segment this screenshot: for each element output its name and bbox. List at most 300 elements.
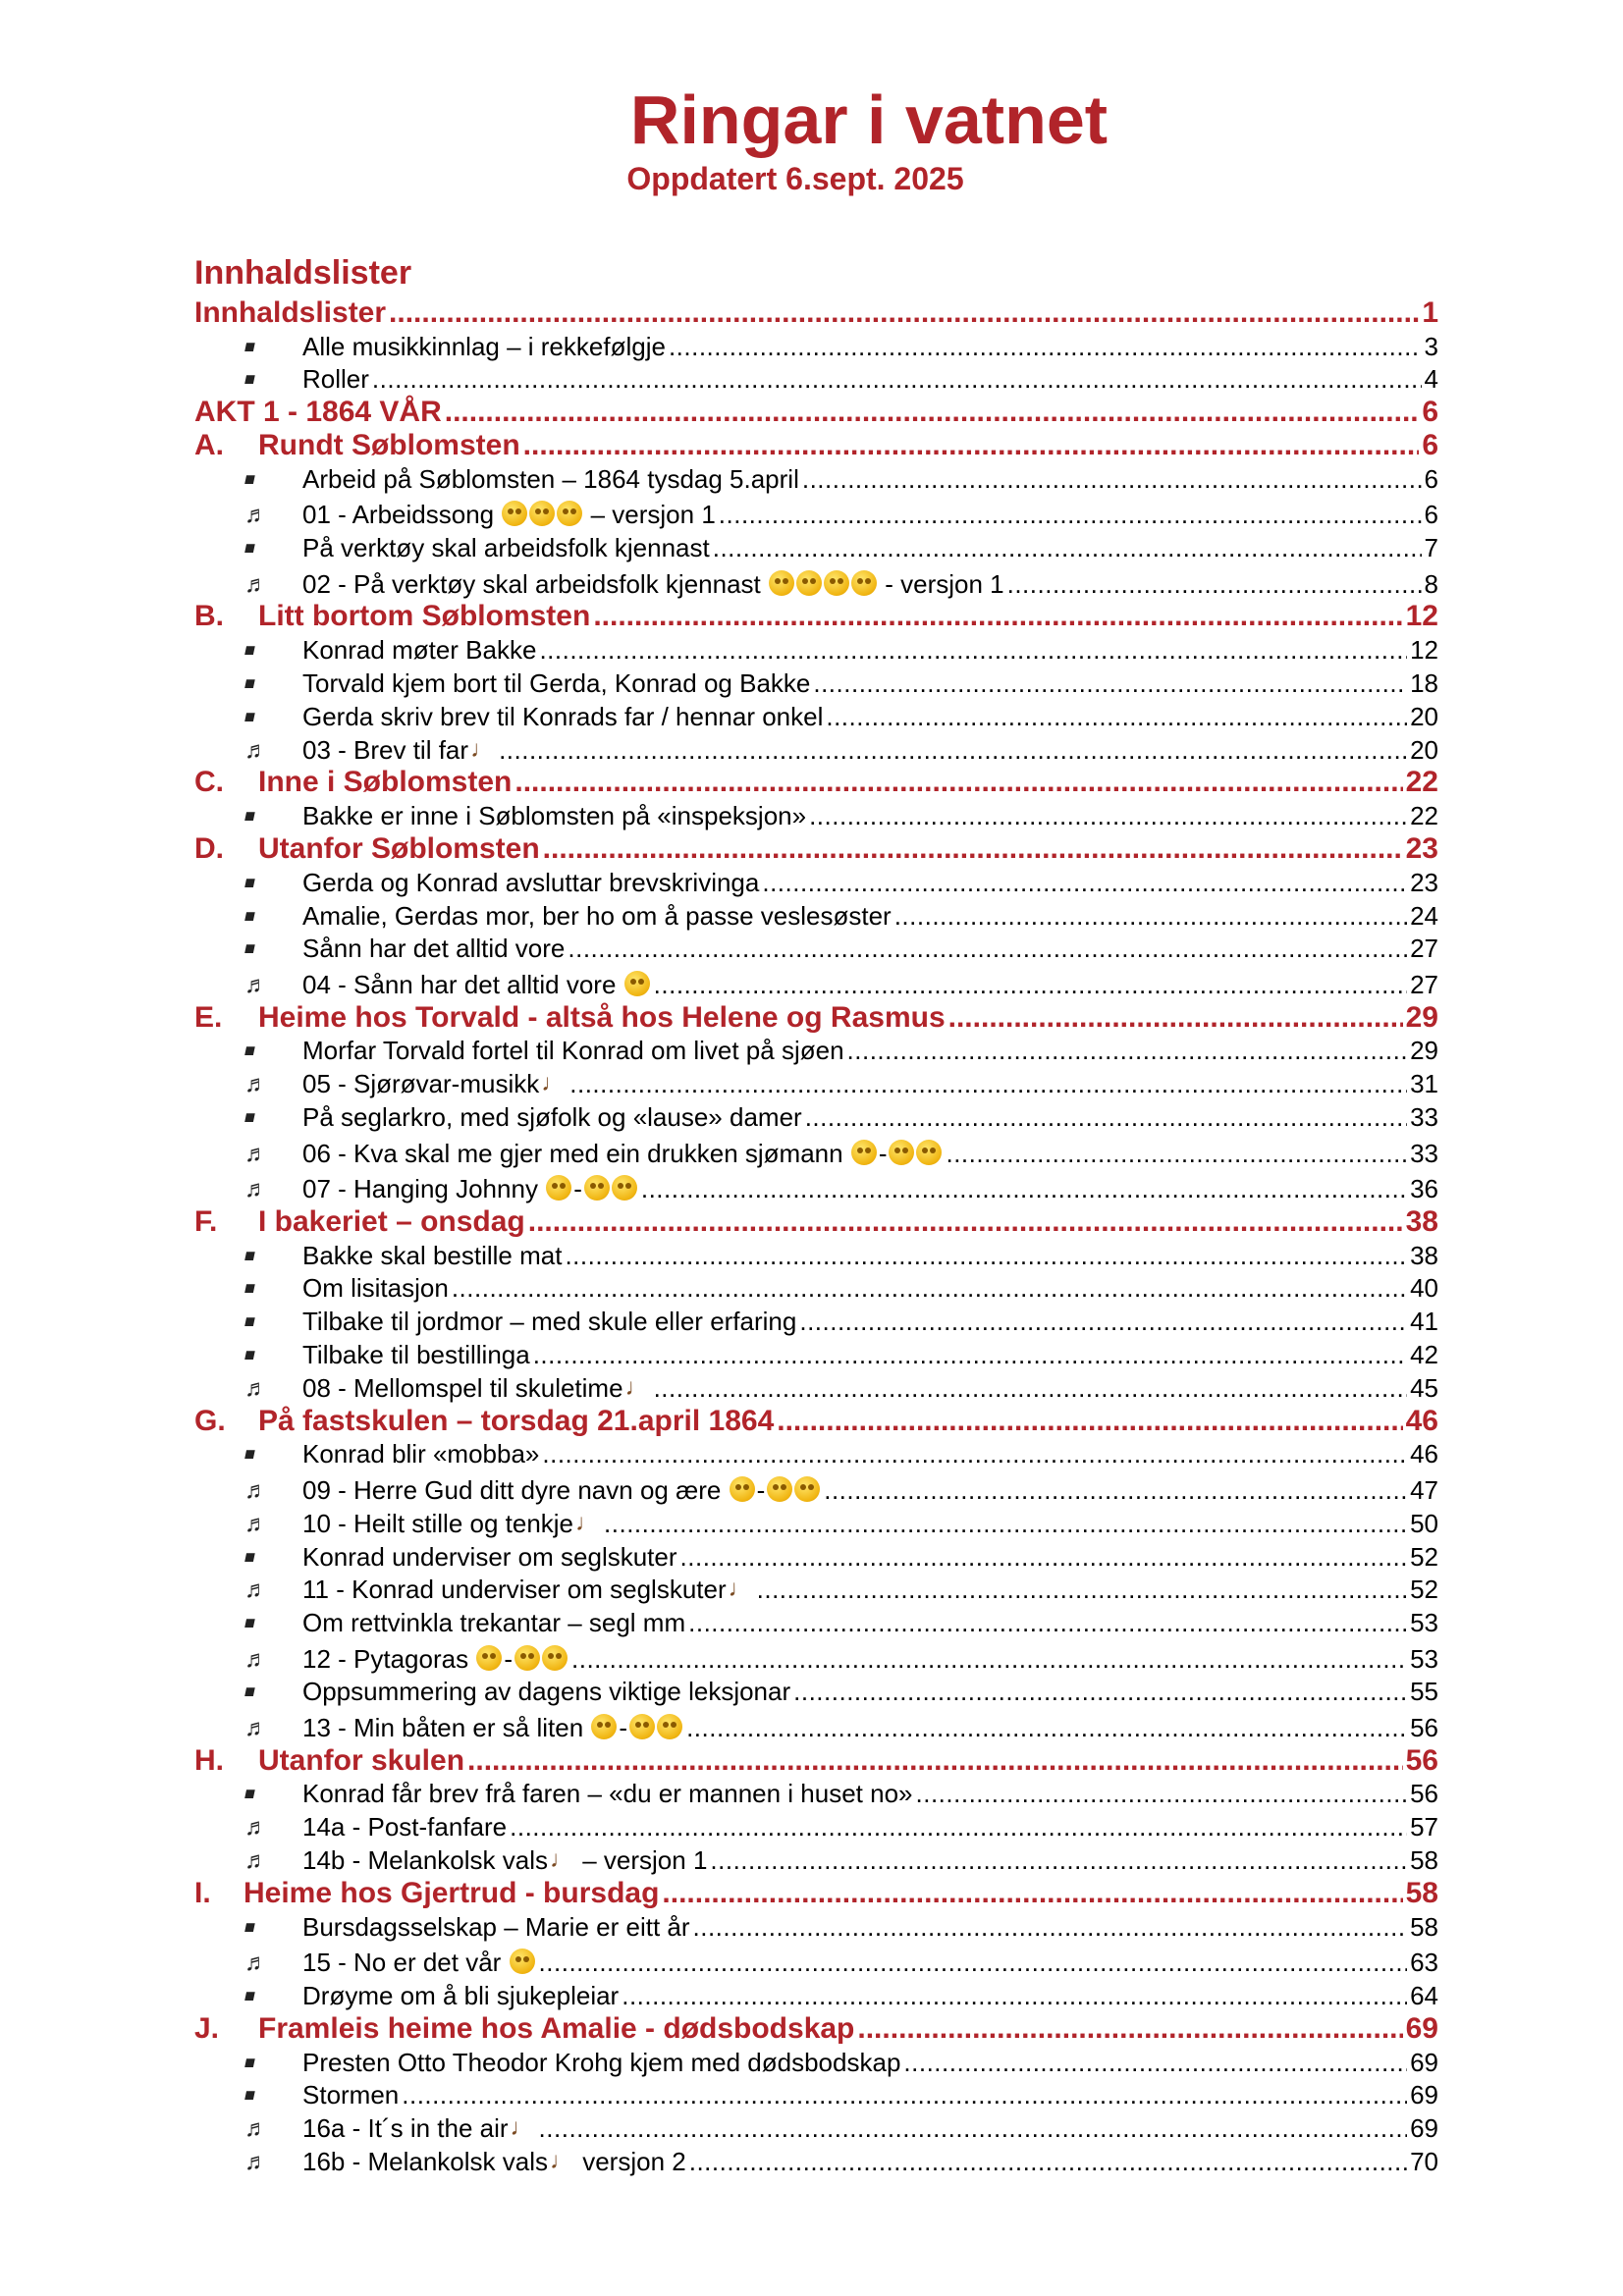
page-number: 47 bbox=[1410, 1474, 1438, 1505]
section-letter: F. bbox=[194, 1204, 218, 1238]
toc-entry[interactable] bbox=[194, 1169, 1438, 1205]
page-number: 29 bbox=[1405, 1000, 1438, 1034]
toc-entry-title[interactable] bbox=[302, 1574, 754, 1605]
toc-section-entry[interactable] bbox=[194, 1204, 1438, 1238]
toc-entry-title[interactable] bbox=[302, 1912, 690, 1943]
page-number: 52 bbox=[1410, 1575, 1438, 1605]
clapperboard-icon: ■ bbox=[242, 806, 258, 827]
toc-entry-title[interactable] bbox=[302, 332, 666, 362]
toc-entry[interactable] bbox=[194, 563, 1438, 600]
toc-entry-text: 11 - Konrad underviser om seglskuter bbox=[302, 1575, 727, 1605]
toc-entry-title[interactable] bbox=[302, 970, 651, 1000]
music-note-icon: ♬ bbox=[244, 1476, 268, 1504]
dot-leader bbox=[569, 1069, 1407, 1099]
toc-entry[interactable] bbox=[194, 1842, 1438, 1876]
toc-entry[interactable] bbox=[194, 1034, 1438, 1067]
toc-entry-title[interactable] bbox=[302, 533, 710, 563]
toc-entry[interactable] bbox=[194, 1539, 1438, 1573]
toc-entry-title[interactable] bbox=[302, 801, 806, 831]
clapperboard-icon: ■ bbox=[242, 905, 258, 926]
toc-entry-title[interactable] bbox=[302, 1508, 601, 1539]
toc-entry[interactable] bbox=[194, 2144, 1438, 2177]
star-eyes-emoji-icon bbox=[557, 501, 582, 526]
toc-entry[interactable] bbox=[194, 1943, 1438, 1979]
music-note-icon: ♬ bbox=[244, 1176, 268, 1203]
toc-entry-title[interactable] bbox=[302, 1812, 507, 1842]
toc-entry[interactable] bbox=[194, 1099, 1438, 1133]
toc-entry[interactable] bbox=[194, 1675, 1438, 1708]
page-number: 27 bbox=[1410, 934, 1438, 964]
toc-entry-title[interactable] bbox=[302, 1036, 844, 1066]
toc-section-entry[interactable] bbox=[194, 1000, 1438, 1034]
toc-entry-title[interactable] bbox=[302, 934, 565, 964]
emoji-group bbox=[475, 1644, 568, 1674]
page-number: 69 bbox=[1410, 2080, 1438, 2110]
dot-leader bbox=[565, 1241, 1407, 1271]
dot-leader bbox=[654, 1373, 1408, 1404]
toc-entry-title[interactable] bbox=[302, 2080, 399, 2110]
page-number: 22 bbox=[1410, 801, 1438, 831]
dot-leader bbox=[510, 1812, 1407, 1842]
toc-entry-title[interactable] bbox=[302, 364, 369, 395]
toc-entry-title[interactable] bbox=[302, 1174, 638, 1204]
music-note-icon: ♬ bbox=[244, 570, 268, 598]
clapperboard-icon: ■ bbox=[242, 1278, 258, 1299]
toc-entry[interactable] bbox=[194, 2078, 1438, 2111]
clapperboard-icon: ■ bbox=[242, 1245, 258, 1265]
page-number: 56 bbox=[1410, 1779, 1438, 1809]
toc-entry[interactable] bbox=[194, 1238, 1438, 1271]
dot-leader bbox=[689, 2147, 1407, 2177]
music-note-icon: ♬ bbox=[244, 502, 268, 529]
dot-leader bbox=[793, 1677, 1407, 1707]
toc-entry-title[interactable] bbox=[302, 1677, 790, 1707]
violin-icon: ♩ bbox=[550, 2147, 573, 2174]
toc-entry[interactable] bbox=[194, 1370, 1438, 1404]
clapperboard-icon: ■ bbox=[242, 468, 258, 489]
dot-leader bbox=[710, 1845, 1407, 1876]
page-number: 4 bbox=[1424, 364, 1438, 395]
page-number: 29 bbox=[1410, 1036, 1438, 1066]
toc-entry-text: 09 - Herre Gud ditt dyre navn og ære bbox=[302, 1474, 722, 1505]
toc-entry[interactable] bbox=[194, 461, 1438, 495]
toc-entry-text: 10 - Heilt stille og tenkje bbox=[302, 1508, 574, 1538]
star-eyes-emoji-icon bbox=[546, 1175, 571, 1201]
toc-entry[interactable] bbox=[194, 898, 1438, 932]
dot-leader bbox=[389, 296, 1419, 329]
toc-entry-text: 03 - Brev til far bbox=[302, 734, 469, 765]
page-number: 1 bbox=[1422, 295, 1438, 329]
toc-entry[interactable] bbox=[194, 1271, 1438, 1305]
toc-entry[interactable] bbox=[194, 1437, 1438, 1470]
page-number: 7 bbox=[1424, 533, 1438, 563]
toc-entry[interactable] bbox=[194, 2110, 1438, 2144]
toc-entry-title[interactable] bbox=[302, 1644, 568, 1675]
toc-entry[interactable] bbox=[194, 699, 1438, 732]
toc-entry-title[interactable] bbox=[302, 464, 799, 495]
dot-leader bbox=[894, 901, 1407, 932]
page-number: 27 bbox=[1410, 969, 1438, 999]
page-number: 22 bbox=[1405, 766, 1438, 799]
toc-entry-text: 05 - Sjørøvar-musikk bbox=[302, 1069, 540, 1099]
page-number: 50 bbox=[1410, 1508, 1438, 1538]
toc-entry-text: Arbeid på Søblomsten – 1864 tysdag 5.april bbox=[302, 463, 799, 494]
toc-entry-text: Om lisitasjon bbox=[302, 1273, 449, 1304]
toc-section-entry[interactable] bbox=[194, 428, 1438, 461]
toc-entry-title[interactable] bbox=[302, 1608, 685, 1638]
star-eyes-emoji-icon bbox=[629, 1714, 655, 1739]
toc-entry-title[interactable] bbox=[302, 868, 759, 898]
emoji-group bbox=[729, 1475, 822, 1505]
music-note-icon: ♬ bbox=[244, 971, 268, 998]
clapperboard-icon: ■ bbox=[242, 336, 258, 356]
page-number: 56 bbox=[1405, 1743, 1438, 1777]
dot-leader bbox=[523, 429, 1420, 461]
toc-entry[interactable] bbox=[194, 865, 1438, 898]
toc-entry-title[interactable] bbox=[243, 1877, 659, 1909]
toc-entry-title[interactable] bbox=[302, 734, 496, 766]
toc-entry-title[interactable] bbox=[302, 1102, 802, 1133]
dot-leader bbox=[593, 600, 1402, 632]
dot-leader bbox=[946, 1139, 1407, 1169]
page-number: 12 bbox=[1410, 635, 1438, 666]
emoji-dash: - bbox=[504, 1643, 513, 1674]
toc-section-entry[interactable] bbox=[194, 600, 1438, 633]
toc-entry[interactable] bbox=[194, 1809, 1438, 1842]
dot-leader bbox=[805, 1102, 1407, 1133]
toc-entry[interactable] bbox=[194, 798, 1438, 831]
page-number: 24 bbox=[1410, 900, 1438, 931]
toc-entry-text: Inne i Søblomsten bbox=[258, 766, 513, 799]
clapperboard-icon: ■ bbox=[242, 1107, 258, 1128]
violin-icon: ♩ bbox=[510, 2114, 534, 2142]
dot-leader bbox=[533, 1340, 1407, 1370]
toc-entry-title[interactable] bbox=[258, 1001, 946, 1034]
toc-entry-text: Rundt Søblomsten bbox=[258, 428, 520, 461]
violin-icon: ♩ bbox=[550, 1846, 573, 1874]
toc-entry-title[interactable] bbox=[302, 1340, 530, 1370]
page-number: 58 bbox=[1410, 1845, 1438, 1876]
toc-entry-text: Sånn har det alltid vore bbox=[302, 934, 566, 964]
toc-entry-title[interactable] bbox=[302, 702, 823, 732]
toc-entry[interactable] bbox=[194, 1066, 1438, 1099]
toc-entry[interactable] bbox=[194, 666, 1438, 699]
dot-leader bbox=[799, 1307, 1407, 1337]
dot-leader bbox=[680, 1542, 1408, 1573]
page-number: 38 bbox=[1405, 1204, 1438, 1238]
page-number: 58 bbox=[1410, 1911, 1438, 1942]
dot-leader bbox=[372, 364, 1422, 395]
toc-entry-title[interactable] bbox=[302, 1307, 796, 1337]
toc-entry-title[interactable] bbox=[302, 1713, 683, 1743]
page-number: 6 bbox=[1424, 500, 1438, 530]
section-letter: C. bbox=[194, 766, 224, 799]
music-note-icon: ♬ bbox=[244, 1949, 268, 1977]
star-eyes-emoji-icon bbox=[510, 1949, 535, 1974]
toc-entry[interactable] bbox=[194, 2045, 1438, 2078]
toc-entry-text: Utanfor Søblomsten bbox=[258, 831, 540, 865]
toc-entry-title[interactable] bbox=[258, 1405, 774, 1437]
toc-entry-text: 14b - Melankolsk vals bbox=[302, 1845, 548, 1876]
clapperboard-icon: ■ bbox=[242, 1784, 258, 1804]
dot-leader bbox=[826, 702, 1407, 732]
page-number: 64 bbox=[1410, 1980, 1438, 2010]
dot-leader bbox=[568, 934, 1407, 964]
toc-entry-text: Heime hos Torvald - altså hos Helene og Rasmus bbox=[258, 1000, 946, 1034]
toc-entry-title[interactable] bbox=[302, 2146, 686, 2177]
toc-entry-text: Om rettvinkla trekantar – segl mm bbox=[302, 1608, 686, 1638]
toc-entry-title[interactable] bbox=[258, 429, 520, 461]
toc-entry-title[interactable] bbox=[302, 2112, 536, 2144]
emoji-dash: - bbox=[619, 1712, 628, 1742]
toc-entry-text: Konrad underviser om seglskuter bbox=[302, 1541, 677, 1572]
toc-entry[interactable] bbox=[194, 1506, 1438, 1539]
page-number: 33 bbox=[1410, 1102, 1438, 1133]
toc-entry-text: 12 - Pytagoras bbox=[302, 1643, 469, 1674]
toc-entry-title[interactable] bbox=[194, 296, 386, 329]
toc-entry-text: 08 - Mellomspel til skuletime bbox=[302, 1372, 623, 1403]
toc-entry[interactable] bbox=[194, 1978, 1438, 2011]
emoji-dash: - bbox=[573, 1174, 582, 1204]
toc-entry-suffix: – versjon 1 bbox=[575, 1845, 708, 1876]
toc-entry-title[interactable] bbox=[302, 1241, 562, 1271]
page-number: 41 bbox=[1410, 1307, 1438, 1337]
toc-entry-text: Innhaldslister bbox=[194, 295, 387, 329]
emoji-group bbox=[623, 970, 651, 999]
toc-entry[interactable] bbox=[194, 362, 1438, 396]
toc-section-entry[interactable] bbox=[194, 1876, 1438, 1909]
toc-entry-title[interactable] bbox=[302, 1981, 619, 2011]
star-eyes-emoji-icon bbox=[476, 1645, 502, 1671]
toc-entry[interactable] bbox=[194, 964, 1438, 1000]
toc-entry-text: På fastskulen – torsdag 21.april 1864 bbox=[258, 1404, 775, 1437]
music-note-icon: ♬ bbox=[244, 1140, 268, 1167]
clapperboard-icon: ■ bbox=[242, 938, 258, 959]
page-number: 6 bbox=[1422, 428, 1438, 461]
clapperboard-icon: ■ bbox=[242, 706, 258, 726]
section-letter: D. bbox=[194, 831, 224, 865]
star-eyes-emoji-icon bbox=[794, 1476, 820, 1502]
clapperboard-icon: ■ bbox=[242, 1345, 258, 1365]
dot-leader bbox=[604, 1509, 1407, 1539]
toc-entry[interactable] bbox=[194, 1573, 1438, 1606]
toc-section-entry[interactable] bbox=[194, 766, 1438, 799]
dot-leader bbox=[654, 970, 1407, 1000]
toc-entry-title[interactable] bbox=[302, 1542, 677, 1573]
dot-leader bbox=[622, 1981, 1407, 2011]
toc-entry-title[interactable] bbox=[258, 832, 540, 865]
toc-entry-text: Tilbake til jordmor – med skule eller erfaring bbox=[302, 1307, 797, 1337]
toc-entry[interactable] bbox=[194, 732, 1438, 766]
clapperboard-icon: ■ bbox=[242, 1041, 258, 1061]
toc-entry-title[interactable] bbox=[302, 635, 536, 666]
page-number: 23 bbox=[1405, 831, 1438, 865]
document-title: Ringar i vatnet bbox=[629, 81, 1109, 158]
star-eyes-emoji-icon bbox=[624, 971, 650, 996]
dot-leader bbox=[571, 1644, 1407, 1675]
toc-entry-text: Litt bortom Søblomsten bbox=[258, 600, 591, 633]
toc-entry-title[interactable] bbox=[302, 2048, 900, 2078]
star-eyes-emoji-icon bbox=[730, 1476, 755, 1502]
emoji-group bbox=[545, 1174, 638, 1203]
toc-entry-title[interactable] bbox=[258, 600, 590, 632]
toc-entry[interactable] bbox=[194, 1707, 1438, 1743]
toc-section-entry[interactable] bbox=[194, 2011, 1438, 2045]
star-eyes-emoji-icon bbox=[529, 501, 555, 526]
toc-heading: Innhaldslister bbox=[194, 254, 412, 292]
toc-entry-title[interactable] bbox=[302, 901, 892, 932]
toc-entry-text: 13 - Min båten er så liten bbox=[302, 1712, 584, 1742]
page-number: 6 bbox=[1422, 396, 1438, 429]
toc-entry-title[interactable] bbox=[302, 1139, 943, 1169]
music-note-icon: ♬ bbox=[244, 1847, 268, 1875]
page-number: 12 bbox=[1405, 600, 1438, 633]
toc-entry-text: Tilbake til bestillinga bbox=[302, 1340, 530, 1370]
toc-entry[interactable] bbox=[194, 329, 1438, 362]
toc-entry[interactable] bbox=[194, 1133, 1438, 1169]
dot-leader bbox=[402, 2080, 1407, 2110]
toc-entry-text: Alle musikkinnlag – i rekkefølgje bbox=[302, 331, 666, 361]
toc-entry-text: Heime hos Gjertrud - bursdag bbox=[243, 1876, 660, 1909]
star-eyes-emoji-icon bbox=[769, 570, 794, 596]
dot-leader bbox=[813, 668, 1407, 699]
toc-entry-title[interactable] bbox=[302, 668, 810, 699]
music-note-icon: ♬ bbox=[244, 1645, 268, 1673]
dot-leader bbox=[713, 533, 1422, 563]
section-letter: J. bbox=[194, 2011, 220, 2045]
violin-icon: ♩ bbox=[624, 1373, 649, 1401]
page-number: 53 bbox=[1410, 1608, 1438, 1638]
toc-entry-title[interactable] bbox=[302, 1273, 449, 1304]
music-note-icon: ♬ bbox=[244, 1071, 268, 1098]
emoji-group bbox=[501, 500, 583, 529]
section-letter: G. bbox=[194, 1404, 226, 1437]
toc-entry-title[interactable] bbox=[302, 500, 716, 530]
dot-leader bbox=[543, 832, 1403, 865]
toc-entry-title[interactable] bbox=[302, 1948, 536, 1978]
toc-entry-suffix: versjon 2 bbox=[575, 2146, 686, 2176]
toc-entry-title[interactable] bbox=[258, 766, 512, 798]
section-letter: H. bbox=[194, 1743, 224, 1777]
page-number: 69 bbox=[1410, 2113, 1438, 2144]
dot-leader bbox=[777, 1405, 1402, 1437]
star-eyes-emoji-icon bbox=[542, 1645, 568, 1671]
clapperboard-icon: ■ bbox=[242, 1444, 258, 1465]
toc-entry-text: AKT 1 - 1864 VÅR bbox=[194, 396, 442, 429]
toc-entry-text: Konrad møter Bakke bbox=[302, 635, 537, 666]
page-number: 20 bbox=[1410, 701, 1438, 731]
page-number: 6 bbox=[1424, 463, 1438, 494]
page-number: 18 bbox=[1410, 667, 1438, 698]
toc-entry-text: I bakeriet – onsdag bbox=[258, 1204, 525, 1238]
page-number: 63 bbox=[1410, 1948, 1438, 1978]
page-number: 33 bbox=[1410, 1138, 1438, 1168]
dot-leader bbox=[762, 868, 1407, 898]
table-of-contents bbox=[194, 295, 1438, 2177]
dot-leader bbox=[693, 1912, 1408, 1943]
page-number: 69 bbox=[1405, 2011, 1438, 2045]
toc-entry-text: 07 - Hanging Johnny bbox=[302, 1174, 538, 1204]
page-number: 52 bbox=[1410, 1541, 1438, 1572]
dot-leader bbox=[903, 2048, 1407, 2078]
toc-section-entry[interactable] bbox=[194, 395, 1438, 428]
toc-entry[interactable] bbox=[194, 1469, 1438, 1506]
toc-entry[interactable] bbox=[194, 1638, 1438, 1675]
toc-entry[interactable] bbox=[194, 1605, 1438, 1638]
section-letter: A. bbox=[194, 428, 224, 461]
toc-entry[interactable] bbox=[194, 530, 1438, 563]
music-note-icon: ♬ bbox=[244, 2148, 268, 2175]
star-eyes-emoji-icon bbox=[514, 1645, 540, 1671]
toc-entry-title[interactable] bbox=[258, 2012, 854, 2045]
dot-leader bbox=[662, 1877, 1402, 1909]
toc-entry-title[interactable] bbox=[302, 1475, 821, 1506]
dot-leader bbox=[467, 1744, 1403, 1777]
toc-entry[interactable] bbox=[194, 1304, 1438, 1337]
toc-entry[interactable] bbox=[194, 632, 1438, 666]
toc-entry-title[interactable] bbox=[302, 1844, 707, 1876]
toc-entry-title[interactable] bbox=[302, 569, 1004, 600]
star-eyes-emoji-icon bbox=[584, 1175, 610, 1201]
toc-entry-title[interactable] bbox=[302, 1068, 567, 1099]
star-eyes-emoji-icon bbox=[502, 501, 527, 526]
toc-entry-title[interactable] bbox=[302, 1439, 539, 1469]
toc-entry[interactable] bbox=[194, 1909, 1438, 1943]
toc-section-entry[interactable] bbox=[194, 295, 1438, 329]
dot-leader bbox=[641, 1174, 1407, 1204]
emoji-group bbox=[590, 1713, 683, 1742]
toc-entry-text: 15 - No er det vår bbox=[302, 1948, 502, 1978]
toc-section-entry[interactable] bbox=[194, 831, 1438, 865]
music-note-icon: ♬ bbox=[244, 2115, 268, 2143]
toc-entry[interactable] bbox=[194, 1777, 1438, 1810]
dot-leader bbox=[528, 1205, 1403, 1238]
toc-entry-title[interactable] bbox=[258, 1744, 464, 1777]
dot-leader bbox=[824, 1475, 1407, 1506]
toc-entry[interactable] bbox=[194, 495, 1438, 531]
dot-leader bbox=[452, 1273, 1407, 1304]
violin-icon: ♩ bbox=[728, 1575, 752, 1603]
toc-section-entry[interactable] bbox=[194, 1743, 1438, 1777]
document-subtitle: Oppdatert 6.sept. 2025 bbox=[626, 161, 964, 196]
toc-entry-title[interactable] bbox=[258, 1205, 525, 1238]
dot-leader bbox=[948, 1001, 1403, 1034]
toc-section-entry[interactable] bbox=[194, 1404, 1438, 1437]
toc-entry[interactable] bbox=[194, 932, 1438, 965]
toc-entry-text: Stormen bbox=[302, 2080, 400, 2110]
page-number: 46 bbox=[1410, 1439, 1438, 1469]
clapperboard-icon: ■ bbox=[242, 1311, 258, 1332]
emoji-group bbox=[509, 1948, 536, 1977]
toc-entry-text: På seglarkro, med sjøfolk og «lause» damer bbox=[302, 1102, 802, 1133]
page-number: 45 bbox=[1410, 1372, 1438, 1403]
emoji-dash: - bbox=[756, 1474, 766, 1505]
toc-entry-title[interactable] bbox=[302, 1779, 913, 1809]
toc-entry-title[interactable] bbox=[194, 396, 442, 428]
toc-entry-text: 14a - Post-fanfare bbox=[302, 1812, 508, 1842]
dot-leader bbox=[514, 766, 1402, 798]
page-number: 31 bbox=[1410, 1069, 1438, 1099]
star-eyes-emoji-icon bbox=[851, 1140, 877, 1165]
page-number: 69 bbox=[1410, 2047, 1438, 2077]
clapperboard-icon: ■ bbox=[242, 538, 258, 559]
toc-entry-title[interactable] bbox=[302, 1372, 651, 1404]
clapperboard-icon: ■ bbox=[242, 872, 258, 892]
page-number: 70 bbox=[1410, 2146, 1438, 2176]
dot-leader bbox=[857, 2012, 1402, 2045]
toc-entry[interactable] bbox=[194, 1337, 1438, 1370]
toc-entry-text: Gerda skriv brev til Konrads far / hennar onkel bbox=[302, 701, 824, 731]
